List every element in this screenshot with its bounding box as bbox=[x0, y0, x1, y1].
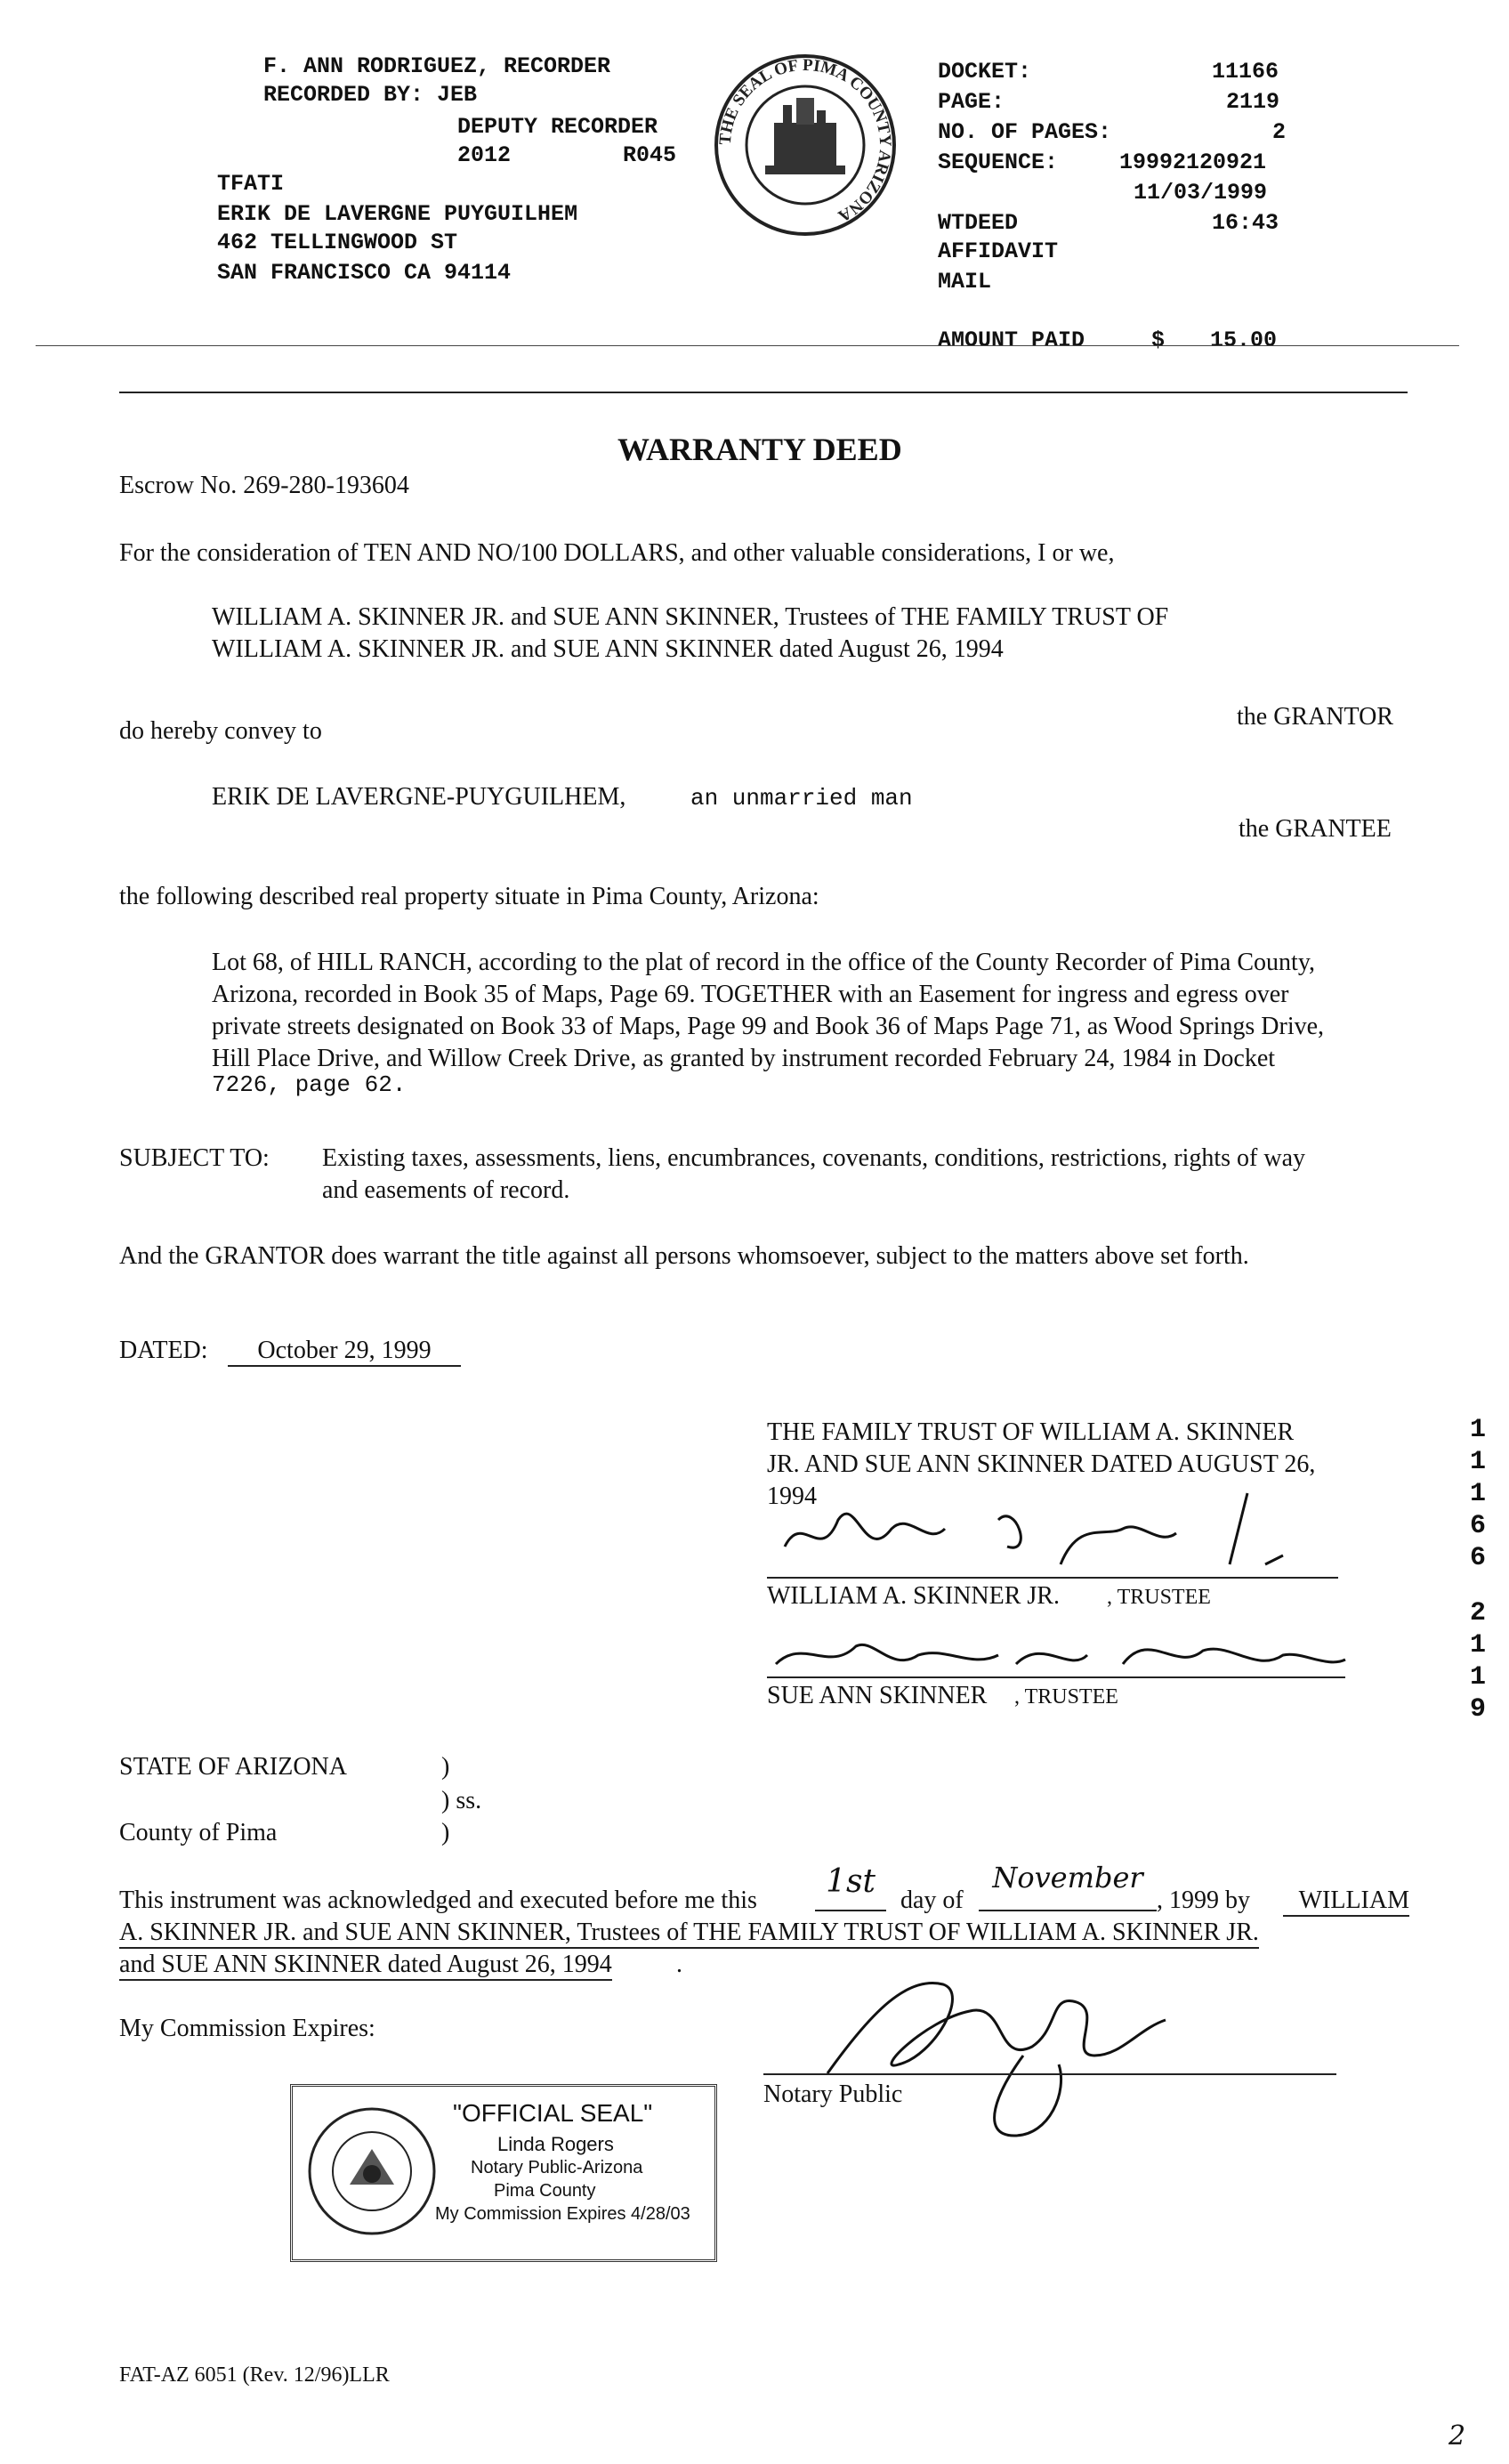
header-rule-thin bbox=[36, 345, 1459, 346]
notary-public-label: Notary Public bbox=[763, 2080, 903, 2108]
affidavit-label: AFFIDAVIT bbox=[938, 238, 1059, 264]
venue-ss: ) ss. bbox=[441, 1787, 482, 1814]
legal-line-2: Arizona, recorded in Book 35 of Maps, Page 69. TOGETHER with an Easement for ingress and egress over bbox=[212, 981, 1289, 1008]
amount-label: AMOUNT PAID bbox=[938, 327, 1085, 353]
addressee-name: ERIK DE LAVERGNE PUYGUILHEM bbox=[217, 201, 578, 227]
corner-mark: 2 bbox=[1448, 2420, 1466, 2452]
svg-text:THE SEAL OF PIMA COUNTY ARIZON: THE SEAL OF PIMA COUNTY ARIZONA bbox=[715, 55, 895, 226]
stamp-expires: My Commission Expires 4/28/03 bbox=[435, 2204, 690, 2224]
subject-line-1: Existing taxes, assessments, liens, encumbrances, covenants, conditions, restrictions, rights of way bbox=[322, 1144, 1306, 1172]
grantee-status: an unmarried man bbox=[690, 785, 913, 812]
document-title: WARRANTY DEED bbox=[617, 432, 902, 467]
mail-label: MAIL bbox=[938, 269, 992, 295]
county-seal bbox=[712, 52, 899, 238]
margin-digit: 9 bbox=[1470, 1694, 1487, 1725]
convey-text: do hereby convey to bbox=[119, 717, 322, 745]
official-notary-stamp bbox=[290, 2084, 717, 2262]
venue-paren-1: ) bbox=[441, 1753, 450, 1781]
form-number: FAT-AZ 6051 (Rev. 12/96)LLR bbox=[119, 2363, 390, 2387]
ack-name-start: WILLIAM bbox=[1283, 1886, 1409, 1917]
ack-month: November bbox=[979, 1846, 1157, 1911]
grantor-line-2: WILLIAM A. SKINNER JR. and SUE ANN SKINNER dated August 26, 1994 bbox=[212, 635, 1004, 663]
stamp-title: "OFFICIAL SEAL" bbox=[453, 2099, 653, 2127]
subject-line-2: and easements of record. bbox=[322, 1176, 570, 1204]
legal-line-3: private streets designated on Book 33 of Maps, Page 99 and Book 36 of Maps Page 71, as Wood Springs Drive, bbox=[212, 1013, 1325, 1040]
ack-year: , 1999 by bbox=[1157, 1886, 1250, 1914]
legal-line-5: 7226, page 62. bbox=[212, 1071, 407, 1098]
record-time: 16:43 bbox=[1212, 210, 1279, 236]
ack-day: 1st bbox=[815, 1863, 886, 1911]
record-date: 11/03/1999 bbox=[1134, 180, 1268, 206]
record-code: R045 bbox=[623, 142, 677, 168]
subject-label: SUBJECT TO: bbox=[119, 1144, 270, 1172]
trustee-2-signature-line bbox=[767, 1676, 1345, 1678]
grantee-label: the GRANTEE bbox=[1239, 815, 1392, 843]
trustee-2-role: , TRUSTEE bbox=[1014, 1685, 1118, 1709]
doc-type: WTDEED bbox=[938, 210, 1019, 236]
notary-signature-line bbox=[763, 2073, 1336, 2075]
pages-label: NO. OF PAGES: bbox=[938, 119, 1112, 145]
margin-digit: 2 bbox=[1470, 1598, 1487, 1628]
county-seal-graphic bbox=[712, 52, 899, 238]
margin-digit: 1 bbox=[1470, 1630, 1487, 1660]
tfati-label: TFATI bbox=[217, 171, 285, 197]
escrow-number: Escrow No. 269-280-193604 bbox=[119, 472, 409, 499]
trustee-2-name: SUE ANN SKINNER bbox=[767, 1682, 988, 1709]
dated-value: October 29, 1999 bbox=[228, 1337, 461, 1367]
deputy-recorder: DEPUTY RECORDER bbox=[457, 114, 658, 140]
notary-signature bbox=[801, 1958, 1192, 2145]
docket-value: 11166 bbox=[1212, 59, 1279, 85]
arizona-state-seal bbox=[305, 2104, 439, 2238]
recorder-line: F. ANN RODRIGUEZ, RECORDER bbox=[263, 53, 611, 79]
margin-digit: 1 bbox=[1470, 1447, 1487, 1477]
ack-text-3-period: . bbox=[676, 1951, 682, 1978]
addressee-city: SAN FRANCISCO CA 94114 bbox=[217, 260, 512, 286]
page-value: 2119 bbox=[1226, 89, 1280, 115]
trust-name-line-3: 1994 bbox=[767, 1482, 817, 1510]
margin-digit: 1 bbox=[1470, 1415, 1487, 1445]
grantor-label: the GRANTOR bbox=[1237, 703, 1394, 731]
margin-digit: 6 bbox=[1470, 1543, 1487, 1573]
venue-paren-3: ) bbox=[441, 1819, 450, 1846]
commission-label: My Commission Expires: bbox=[119, 2015, 375, 2042]
margin-digit: 1 bbox=[1470, 1662, 1487, 1692]
stamp-role: Notary Public-Arizona bbox=[471, 2158, 643, 2177]
amount-value: 15.00 bbox=[1210, 327, 1278, 353]
trustee-2-signature bbox=[767, 1620, 1354, 1682]
margin-digit: 1 bbox=[1470, 1479, 1487, 1509]
ack-text-2: A. SKINNER JR. and SUE ANN SKINNER, Trustees of THE FAMILY TRUST OF WILLIAM A. SKINNER JR. bbox=[119, 1919, 1259, 1949]
trustee-1-name: WILLIAM A. SKINNER JR. bbox=[767, 1582, 1060, 1610]
consideration-text: For the consideration of TEN AND NO/100 DOLLARS, and other valuable considerations, I or we, bbox=[119, 539, 1115, 567]
legal-line-1: Lot 68, of HILL RANCH, according to the plat of record in the office of the County Recorder of Pima County, bbox=[212, 949, 1315, 976]
warranty-text: And the GRANTOR does warrant the title against all persons whomsoever, subject to the matters above set forth. bbox=[119, 1242, 1249, 1270]
trustee-1-signature-line bbox=[767, 1577, 1338, 1579]
trustee-1-signature bbox=[767, 1484, 1345, 1582]
addressee-street: 462 TELLINGWOOD ST bbox=[217, 230, 458, 255]
ack-text-3: and SUE ANN SKINNER dated August 26, 1994 bbox=[119, 1951, 612, 1981]
pages-value: 2 bbox=[1272, 119, 1287, 145]
trustee-1-role: , TRUSTEE bbox=[1107, 1586, 1211, 1609]
header-rule bbox=[119, 392, 1408, 393]
recorded-by: RECORDED BY: JEB bbox=[263, 82, 478, 108]
stamp-county: Pima County bbox=[494, 2181, 596, 2201]
venue-county: County of Pima bbox=[119, 1819, 278, 1846]
ack-text-1: This instrument was acknowledged and executed before me this bbox=[119, 1886, 757, 1914]
grantee-name: ERIK DE LAVERGNE-PUYGUILHEM, bbox=[212, 783, 626, 811]
docket-label: DOCKET: bbox=[938, 59, 1032, 85]
record-year: 2012 bbox=[457, 142, 512, 168]
trust-name-line-2: JR. AND SUE ANN SKINNER DATED AUGUST 26, bbox=[767, 1450, 1316, 1478]
ack-day-of: day of bbox=[900, 1886, 964, 1914]
trust-name-line-1: THE FAMILY TRUST OF WILLIAM A. SKINNER bbox=[767, 1418, 1295, 1446]
margin-digit: 6 bbox=[1470, 1511, 1487, 1541]
dated-label: DATED: bbox=[119, 1337, 208, 1364]
sequence-label: SEQUENCE: bbox=[938, 149, 1059, 175]
grantor-line-1: WILLIAM A. SKINNER JR. and SUE ANN SKINNER, Trustees of THE FAMILY TRUST OF bbox=[212, 603, 1169, 631]
stamp-name: Linda Rogers bbox=[497, 2133, 614, 2155]
sequence-value: 19992120921 bbox=[1119, 149, 1267, 175]
property-intro: the following described real property situate in Pima County, Arizona: bbox=[119, 883, 819, 910]
venue-state: STATE OF ARIZONA bbox=[119, 1753, 347, 1781]
amount-currency: $ bbox=[1151, 327, 1166, 353]
legal-line-4: Hill Place Drive, and Willow Creek Drive, as granted by instrument recorded February 24, 1984 in Docket bbox=[212, 1045, 1276, 1072]
page-label: PAGE: bbox=[938, 89, 1005, 115]
